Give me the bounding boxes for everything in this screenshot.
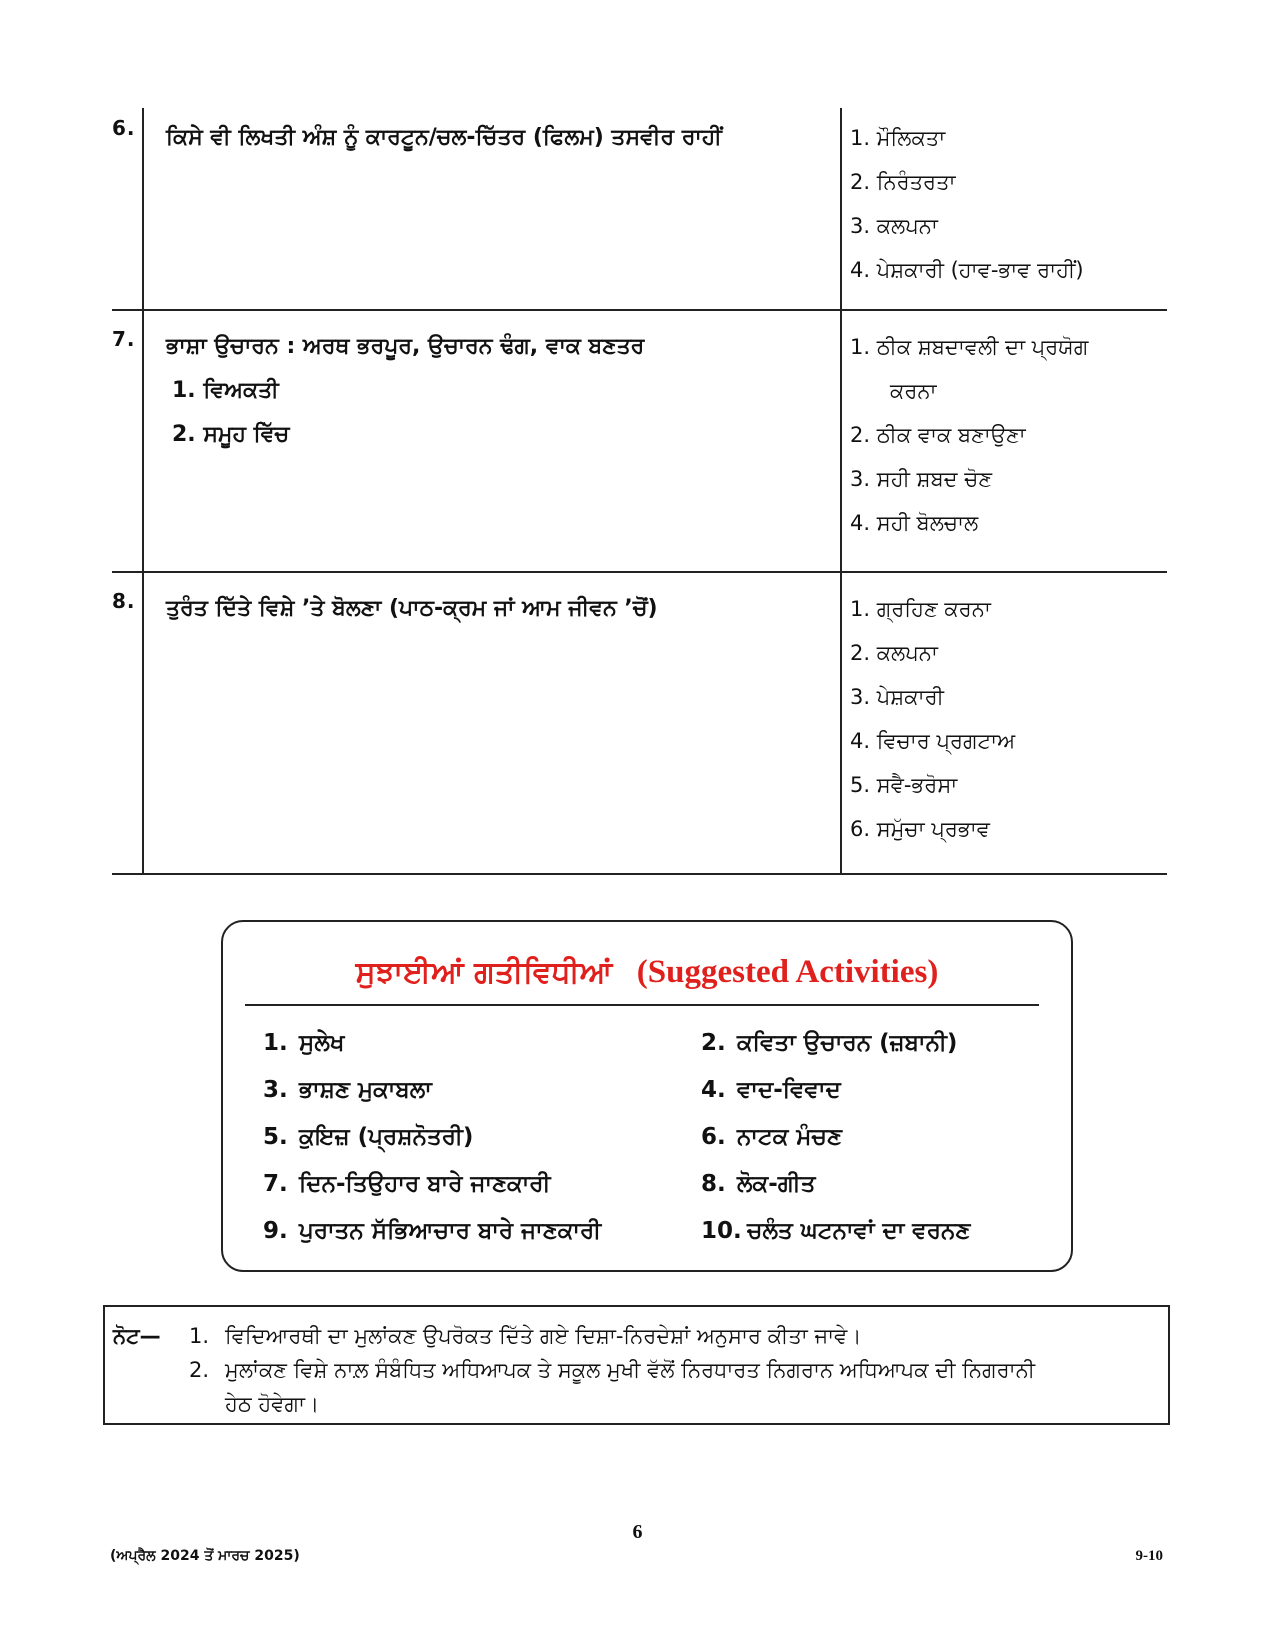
footer-date-range: (ਅਪ੍ਰੈਲ 2024 ਤੋਂ ਮਾਰਚ 2025) bbox=[110, 1548, 300, 1564]
title-divider bbox=[245, 1004, 1039, 1006]
row-description bbox=[142, 108, 842, 309]
sub-item: 1. ਵਿਅਕਤੀ bbox=[172, 378, 279, 403]
criteria-table bbox=[112, 108, 1167, 875]
activity-item: 5. ਕੁਇਜ਼ (ਪ੍ਰਸ਼ਨੋਤਰੀ) bbox=[263, 1124, 474, 1150]
list-item-continuation: ਕਰਨਾ bbox=[890, 379, 937, 403]
list-item: 2. ਨਿਰੰਤਰਤਾ bbox=[850, 170, 956, 194]
row-number: 6. bbox=[112, 116, 136, 140]
table-row bbox=[112, 108, 1167, 311]
description-text: ਭਾਸ਼ਾ ਉਚਾਰਨ : ਅਰਥ ਭਰਪੂਰ, ਉਚਾਰਨ ਢੰਗ, ਵਾਕ ਬਣਤਰ bbox=[166, 334, 645, 359]
note-line: 1. ਵਿਦਿਆਰਥੀ ਦਾ ਮੁਲਾਂਕਣ ਉਪਰੋਕਤ ਦਿੱਤੇ ਗਏ ਦਿਸ਼ਾ-ਨਿਰਦੇਸ਼ਾਂ ਅਨੁਸਾਰ ਕੀਤਾ ਜਾਵੇ। bbox=[189, 1324, 862, 1348]
suggested-activities-box bbox=[221, 920, 1073, 1272]
row-points bbox=[842, 573, 1167, 873]
sub-item: 2. ਸਮੂਹ ਵਿੱਚ bbox=[172, 422, 290, 447]
activity-item: 10. ਚਲੰਤ ਘਟਨਾਵਾਂ ਦਾ ਵਰਨਣ bbox=[701, 1218, 971, 1244]
list-item: 6. ਸਮੁੱਚਾ ਪ੍ਰਭਾਵ bbox=[850, 817, 990, 841]
list-item: 4. ਵਿਚਾਰ ਪ੍ਰਗਟਾਅ bbox=[850, 729, 1016, 753]
description-text: ਤੁਰੰਤ ਦਿੱਤੇ ਵਿਸ਼ੇ ’ਤੇ ਬੋਲਣਾ (ਪਾਠ-ਕ੍ਰਮ ਜਾਂ ਆਮ ਜੀਵਨ ’ਚੋਂ) bbox=[166, 596, 658, 621]
footer-class-range: 9-10 bbox=[1135, 1548, 1163, 1564]
activity-item: 9. ਪੁਰਾਤਨ ਸੱਭਿਆਚਾਰ ਬਾਰੇ ਜਾਣਕਾਰੀ bbox=[263, 1218, 602, 1244]
list-item: 3. ਕਲਪਨਾ bbox=[850, 214, 938, 238]
list-item: 2. ਠੀਕ ਵਾਕ ਬਣਾਉਣਾ bbox=[850, 423, 1026, 447]
row-number: 7. bbox=[112, 327, 136, 351]
note-line: ਹੇਠ ਹੋਵੇਗਾ। bbox=[225, 1392, 320, 1416]
list-item: 5. ਸਵੈ-ਭਰੋਸਾ bbox=[850, 773, 958, 797]
list-item: 1. ਗ੍ਰਹਿਣ ਕਰਨਾ bbox=[850, 597, 991, 621]
description-text: ਕਿਸੇ ਵੀ ਲਿਖਤੀ ਅੰਸ਼ ਨੂੰ ਕਾਰਟੂਨ/ਚਲ-ਚਿੱਤਰ (ਫਿਲਮ) ਤਸਵੀਰ ਰਾਹੀਂ bbox=[166, 125, 722, 150]
row-points bbox=[842, 108, 1167, 309]
row-number: 8. bbox=[112, 589, 136, 613]
activities-title-punjabi: ਸੁਝਾਈਆਂ ਗਤੀਵਿਧੀਆਂ bbox=[355, 955, 613, 990]
list-item: 3. ਪੇਸ਼ਕਾਰੀ bbox=[850, 685, 944, 709]
activity-item: 7. ਦਿਨ-ਤਿਉਹਾਰ ਬਾਰੇ ਜਾਣਕਾਰੀ bbox=[263, 1171, 551, 1197]
list-item: 1. ਠੀਕ ਸ਼ਬਦਾਵਲੀ ਦਾ ਪ੍ਰਯੋਗ bbox=[850, 335, 1089, 359]
note-box bbox=[103, 1305, 1170, 1425]
list-item: 4. ਸਹੀ ਬੋਲਚਾਲ bbox=[850, 511, 979, 535]
activity-item: 4. ਵਾਦ-ਵਿਵਾਦ bbox=[701, 1077, 841, 1103]
row-description bbox=[142, 311, 842, 571]
activities-title-english: (Suggested Activities) bbox=[636, 954, 939, 990]
list-item: 1. ਮੌਲਿਕਤਾ bbox=[850, 126, 946, 150]
page-number: 6 bbox=[632, 1521, 643, 1543]
note-label: ਨੋਟ— bbox=[113, 1324, 161, 1348]
row-points bbox=[842, 311, 1167, 571]
activity-item: 2. ਕਵਿਤਾ ਉਚਾਰਨ (ਜ਼ਬਾਨੀ) bbox=[701, 1030, 958, 1056]
activity-item: 8. ਲੋਕ-ਗੀਤ bbox=[701, 1171, 816, 1197]
activity-item: 3. ਭਾਸ਼ਣ ਮੁਕਾਬਲਾ bbox=[263, 1077, 432, 1103]
note-line: 2. ਮੁਲਾਂਕਣ ਵਿਸ਼ੇ ਨਾਲ਼ ਸੰਬੰਧਿਤ ਅਧਿਆਪਕ ਤੇ ਸਕੂਲ ਮੁਖੀ ਵੱਲੋਂ ਨਿਰਧਾਰਤ ਨਿਗਰਾਨ ਅਧਿਆਪਕ ਦੀ ਨਿਗਰਾਨੀ bbox=[189, 1358, 1036, 1382]
table-row bbox=[112, 311, 1167, 573]
activity-item: 6. ਨਾਟਕ ਮੰਚਣ bbox=[701, 1124, 842, 1150]
activities-title bbox=[223, 954, 1071, 991]
list-item: 3. ਸਹੀ ਸ਼ਬਦ ਚੋਣ bbox=[850, 467, 993, 491]
table-row bbox=[112, 573, 1167, 875]
list-item: 4. ਪੇਸ਼ਕਾਰੀ (ਹਾਵ-ਭਾਵ ਰਾਹੀਂ) bbox=[850, 258, 1084, 282]
activity-item: 1. ਸੁਲੇਖ bbox=[263, 1030, 345, 1056]
list-item: 2. ਕਲਪਨਾ bbox=[850, 641, 938, 665]
row-description bbox=[142, 573, 842, 873]
